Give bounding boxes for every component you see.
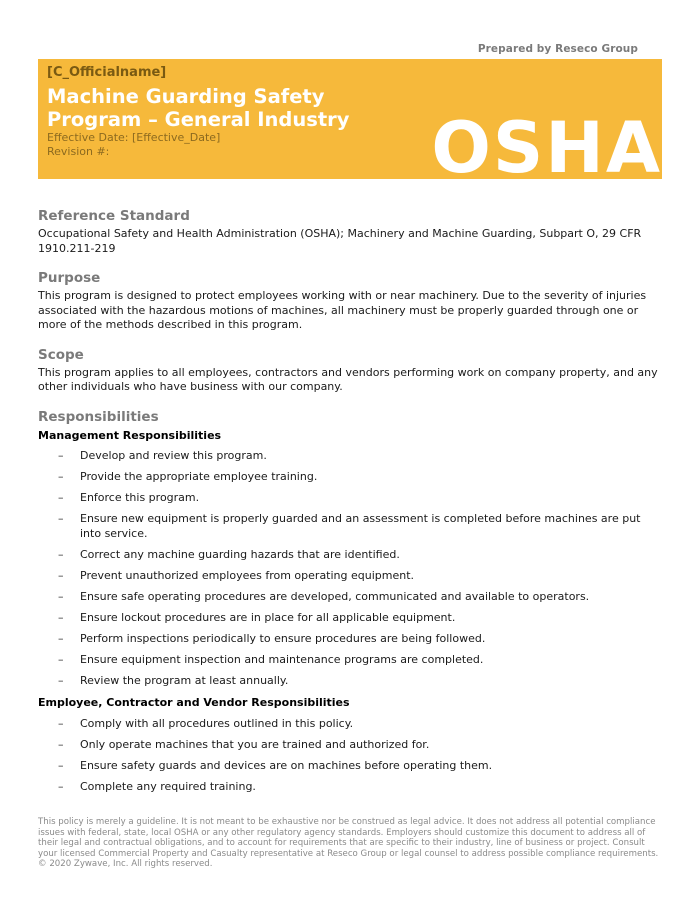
list-item: – Correct any machine guarding hazards that are identified. xyxy=(58,547,400,561)
official-name: [C_Officialname] xyxy=(47,65,167,80)
bullet-dash: – xyxy=(58,547,64,561)
document-meta xyxy=(47,131,220,159)
list-item: – Enforce this program. xyxy=(58,491,200,504)
prepared-by: Prepared by Reseco Group xyxy=(477,43,638,55)
list-item: – Ensure new equipment is properly guarded and an assessment is completed before machines are put into service. xyxy=(58,512,641,540)
bullet-dash: – xyxy=(58,610,64,624)
scope-text: This program applies to all employees, contractors and vendors performing work on company property, and any other individuals who have business with our company. xyxy=(38,365,658,393)
scope-heading: Scope xyxy=(38,346,84,363)
reference-section xyxy=(38,208,658,256)
list-item: – Only operate machines that you are trained and authorized for. xyxy=(58,737,430,751)
bullet-dash: – xyxy=(58,758,64,772)
responsibilities-heading: Responsibilities xyxy=(38,408,159,425)
bullet-dash: – xyxy=(58,491,64,504)
list-item: – Review the program at least annually. xyxy=(58,673,289,687)
list-item: – Complete any required training. xyxy=(58,779,256,793)
reference-heading: Reference Standard xyxy=(38,208,190,224)
bullet-dash: – xyxy=(58,631,64,645)
purpose-section xyxy=(38,270,658,333)
bullet-dash: – xyxy=(58,470,64,483)
osha-logo: OSHA xyxy=(431,107,662,179)
purpose-text: This program is designed to protect employees working with or near machinery. Due to the severity of injuries associated with the hazardous motions of machines, all machinery must be properly guarded through one or more of the methods described in this program. xyxy=(38,289,647,331)
bullet-dash: – xyxy=(58,589,64,603)
list-item: – Develop and review this program. xyxy=(58,449,267,462)
management-heading: Management Responsibilities xyxy=(38,428,222,442)
list-item: – Ensure lockout procedures are in place for all applicable equipment. xyxy=(58,610,456,624)
title-banner xyxy=(38,59,662,179)
responsibilities-section xyxy=(38,409,658,795)
bullet-dash: – xyxy=(58,568,64,582)
management-list xyxy=(38,449,658,688)
bullet-dash: – xyxy=(58,673,64,687)
bullet-dash: – xyxy=(58,512,64,525)
employee-heading: Employee, Contractor and Vendor Responsibilities xyxy=(38,696,350,709)
scope-section xyxy=(38,347,658,395)
bullet-dash: – xyxy=(58,737,64,751)
bullet-dash: – xyxy=(58,652,64,666)
list-item: – Ensure safety guards and devices are on machines before operating them. xyxy=(58,758,493,772)
list-item: – Provide the appropriate employee training. xyxy=(58,470,318,483)
employee-list xyxy=(38,717,658,795)
footer-disclaimer: This policy is merely a guideline. It is not meant to be exhaustive nor be construed as legal advice. It does not address all potential compliance issues with federal, state, local OSHA or any other regulatory agency standards. Employers should customize this document to address all of their legal and contractual obligations, and to account for requirements that are specific to their industry, line of business or project. Consult your licensed Commercial Property and Casualty representative at Reseco Group or legal counsel to address possible compliance requirements. © 2020 Zywave, Inc. All rights reserved. xyxy=(38,817,659,870)
effective-date: Effective Date: [Effective_Date] xyxy=(47,131,221,144)
document-body xyxy=(38,208,658,794)
purpose-heading: Purpose xyxy=(38,270,101,286)
reference-text: Occupational Safety and Health Administration (OSHA); Machinery and Machine Guarding, Subpart O, 29 CFR 1910.211-219 xyxy=(38,227,642,255)
list-item: – Ensure safe operating procedures are developed, communicated and available to operators. xyxy=(58,589,590,603)
bullet-dash: – xyxy=(58,449,64,462)
list-item: – Prevent unauthorized employees from operating equipment. xyxy=(58,568,415,582)
bullet-dash: – xyxy=(58,779,64,793)
list-item: – Perform inspections periodically to ensure procedures are being followed. xyxy=(58,631,486,645)
list-item: – Ensure equipment inspection and maintenance programs are completed. xyxy=(58,652,484,666)
document-title: Machine Guarding Safety Program – General Industry xyxy=(47,85,350,131)
revision-number: Revision #: xyxy=(47,145,110,158)
list-item: – Comply with all procedures outlined in this policy. xyxy=(58,716,354,730)
bullet-dash: – xyxy=(58,716,64,730)
